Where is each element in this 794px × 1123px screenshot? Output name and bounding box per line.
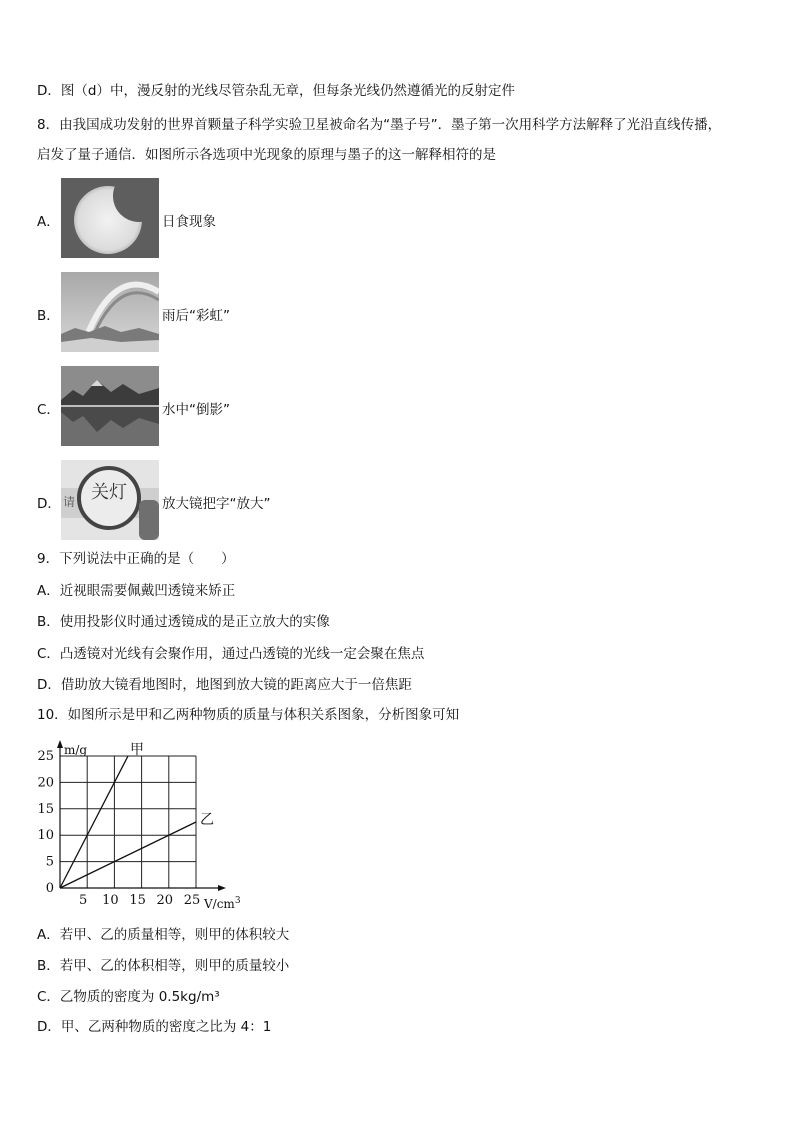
option-letter: B． <box>37 308 60 324</box>
option-caption: 水中“倒影” <box>162 402 230 418</box>
option-letter: D． <box>37 496 61 512</box>
q9-option-b[interactable]: B．使用投影仪时通过透镜成的是正立放大的实像 <box>37 614 330 630</box>
water-reflection-image <box>61 366 159 446</box>
y-tick-label: 5 <box>45 854 54 870</box>
option-letter: A． <box>37 214 60 230</box>
solar-eclipse-image <box>61 178 159 258</box>
option-letter: C． <box>37 402 60 418</box>
x-axis-label: $V/cm^3$ <box>204 896 241 910</box>
y-tick-label: 10 <box>37 828 54 844</box>
y-tick-label: 15 <box>37 801 54 817</box>
y-tick-label: 20 <box>37 775 54 791</box>
series-line-jia <box>60 756 128 888</box>
q8-stem-line1: 8．由我国成功发射的世界首颗量子科学实验卫星被命名为“墨子号”．墨子第一次用科学方法解释了光沿直线传播， <box>37 117 722 133</box>
q10-stem: 10．如图所示是甲和乙两种物质的质量与体积关系图象，分析图象可知 <box>37 707 460 723</box>
y-tick-label: 25 <box>37 749 54 764</box>
y-axis-label: m/g <box>64 743 88 757</box>
mass-volume-chart <box>30 738 270 910</box>
option-caption: 雨后“彩虹” <box>162 308 230 324</box>
x-tick-label: 5 <box>79 893 88 908</box>
q7-option-d: D．图（d）中，漫反射的光线尽管杂乱无章，但每条光线仍然遵循光的反射定件 <box>37 83 515 99</box>
x-axis-arrow <box>218 885 226 891</box>
q9-option-a[interactable]: A．近视眼需要佩戴凹透镜来矫正 <box>37 583 236 599</box>
x-tick-label: 10 <box>102 893 119 908</box>
q10-option-a[interactable]: A．若甲、乙的质量相等，则甲的体积较大 <box>37 927 290 943</box>
x-tick-label: 25 <box>183 893 201 908</box>
svg-text:请: 请 <box>63 495 76 509</box>
magnifier-word: 关灯 <box>91 482 127 503</box>
q9-stem: 9．下列说法中正确的是（ ） <box>37 551 235 567</box>
chart-svg <box>30 738 270 910</box>
series-line-yi <box>60 822 196 888</box>
q10-option-d[interactable]: D．甲、乙两种物质的密度之比为 4：1 <box>37 1019 272 1035</box>
magnifier-image <box>61 460 159 540</box>
q9-option-d[interactable]: D．借助放大镜看地图时，地图到放大镜的距离应大于一倍焦距 <box>37 677 412 693</box>
series-label-yi: 乙 <box>200 812 214 828</box>
q8-stem-line2: 启发了量子通信．如图所示各选项中光现象的原理与墨子的这一解释相符的是 <box>37 147 496 163</box>
origin-label: 0 <box>45 881 54 896</box>
option-caption: 放大镜把字“放大” <box>162 496 271 512</box>
q9-option-c[interactable]: C．凸透镜对光线有会聚作用，通过凸透镜的光线一定会聚在焦点 <box>37 646 425 662</box>
q10-option-c[interactable]: C．乙物质的密度为 0.5kg/m³ <box>37 989 220 1005</box>
y-axis-arrow <box>57 740 63 748</box>
x-tick-label: 20 <box>156 893 174 908</box>
rainbow-image <box>61 272 159 352</box>
x-tick-label: 15 <box>129 893 146 908</box>
option-caption: 日食现象 <box>162 214 216 230</box>
series-label-jia: 甲 <box>130 742 144 758</box>
q10-option-b[interactable]: B．若甲、乙的体积相等，则甲的质量较小 <box>37 958 290 974</box>
